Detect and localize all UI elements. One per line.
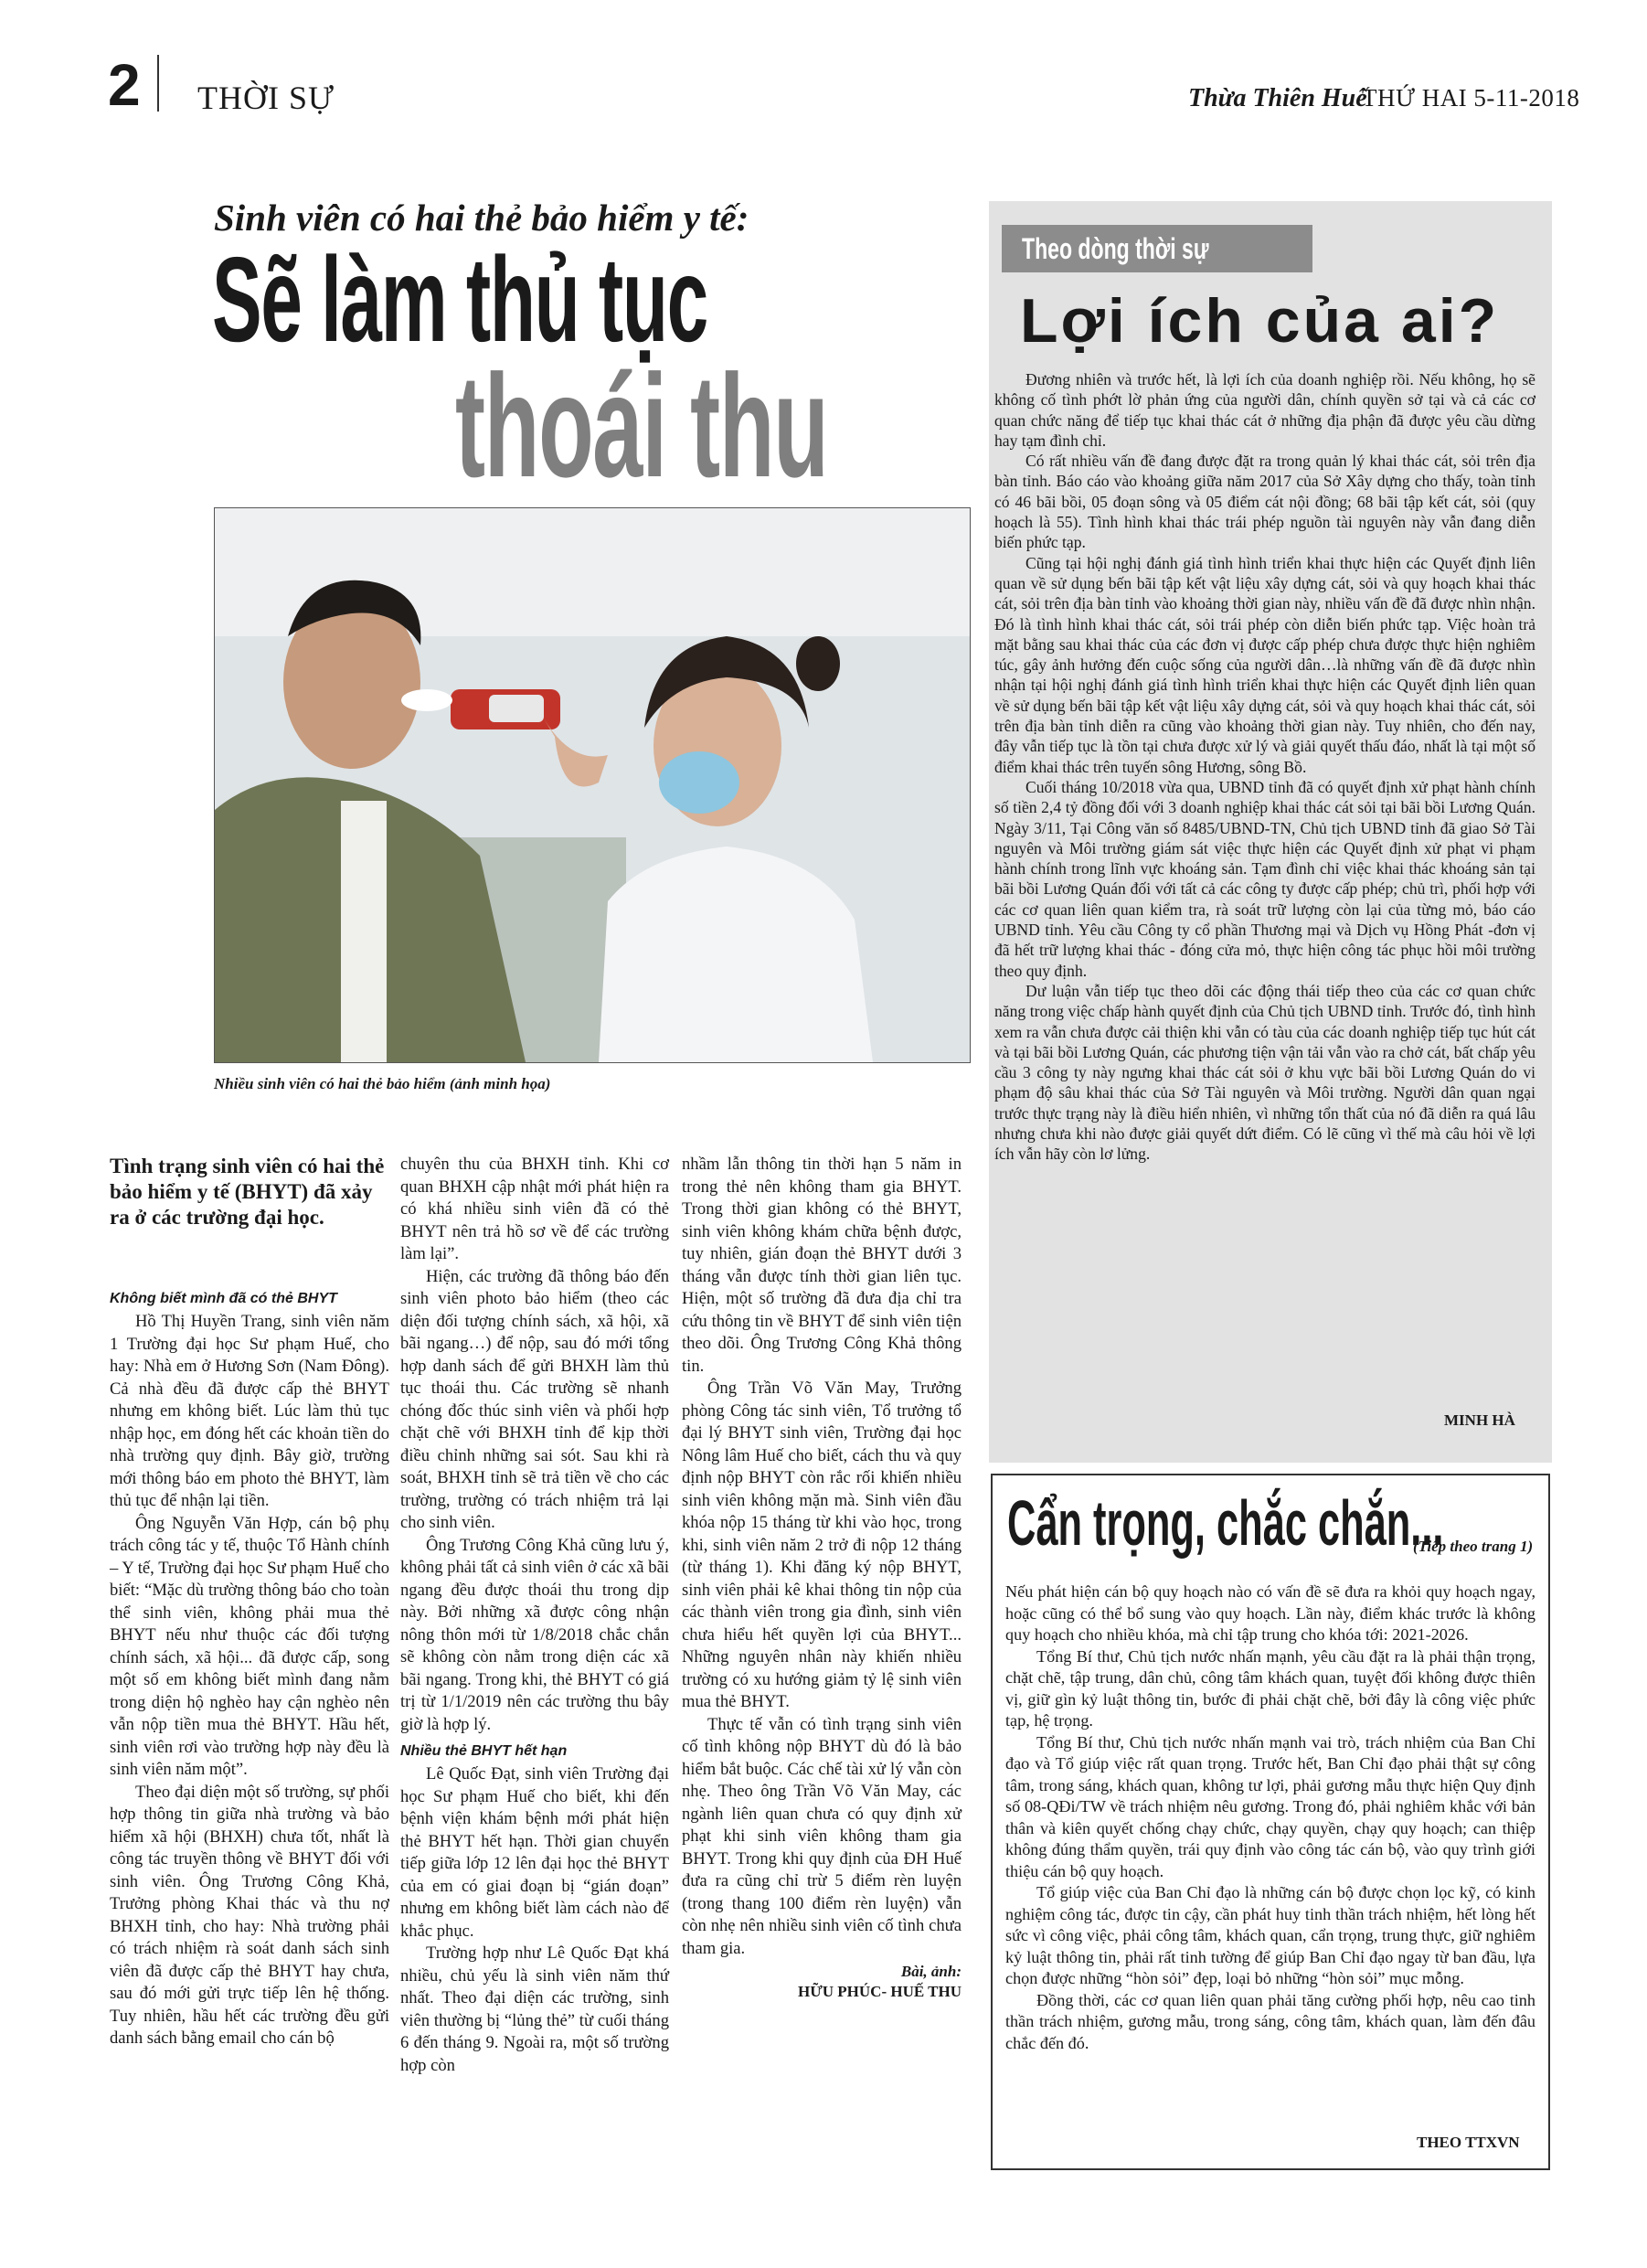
page-number: 2 <box>108 52 141 118</box>
byline-role: Bài, ảnh: <box>900 1963 962 1980</box>
header-divider <box>157 55 159 112</box>
photo-caption: Nhiều sinh viên có hai thẻ bảo hiểm (ảnh minh họa) <box>214 1075 551 1092</box>
article-column-2 <box>400 1154 669 2077</box>
paragraph: chuyên thu của BHXH tỉnh. Khi cơ quan BHXH cập nhật mới phát hiện ra có khá nhiều sinh viên đã có thẻ BHYT nên trả hồ sơ về để các trường làm lại”. <box>400 1155 669 1263</box>
paragraph: Tổng Bí thư, Chủ tịch nước nhấn mạnh, yêu cầu đặt ra là phải thận trọng, chặt chẽ, tập trung, dân chủ, công tâm khách quan, tuyệt đối không được thiên vị, giữ gìn kỷ luật thông tin, bước đi phải chặt chẽ, bởi đây là công việc phức tạp, hệ trọng. <box>1005 1646 1535 1730</box>
sidebar-body <box>994 369 1535 1165</box>
paragraph: Cũng tại hội nghị đánh giá tình hình triển khai thực hiện các Quyết định liên quan về sử dụng bến bãi tập kết vật liệu xây dựng cát, sỏi và quy hoạch khai thác cát, sỏi trên địa bàn tỉnh vào khoảng thời gian này, nhiều vấn đề đã được nhìn nhận. Đó là tình hình khai thác cát, sỏi trái phép còn diễn biến phức tạp. Việc hoàn trả mặt bằng sau khai thác của các đơn vị được cấp phép chưa được thực hiện nghiêm túc, gây ảnh hưởng đến cuộc sống của người dân…là những vấn đề đã được nhìn nhận tại hội nghị đánh giá tình hình triển khai thực hiện các Quyết định liên quan về sử dụng bến bãi tập kết vật liệu xây dựng cát, sỏi và quy hoạch khai thác cát, sỏi trên địa bàn tỉnh diễn ra cũng vào khoảng thời gian này. Tuy nhiên, cho đến nay, đây vẫn tiếp tục là tồn tại chưa được xử lý và giải quyết thấu đáo, nhất là tại một số điểm khai thác trên tuyến sông Hương, sông Bồ. <box>994 553 1535 776</box>
headline-line-1: Sẽ làm thủ tục <box>212 232 707 367</box>
paragraph: Đương nhiên và trước hết, là lợi ích của doanh nghiệp rồi. Nếu không, họ sẽ không cố tình phớt lờ phản ứng của người dân, chính quyền sở tại và cả các cơ quan chức năng để tiếp tục khai thác cát ở những địa phận đã được yêu cầu dừng hay tạm đình chỉ. <box>994 370 1535 450</box>
paragraph: Tổng Bí thư, Chủ tịch nước nhấn mạnh vai trò, trách nhiệm của Ban Chỉ đạo và Tổ giúp việc rất quan trọng. Trước hết, Ban Chỉ đạo phải thật sự công tâm, trong sáng, khách quan, không tư lợi, phải gương mẫu thực hiện Quy định số 08-QĐi/TW về trách nhiệm nêu gương. Trong đó, phải nghiêm khắc với bản thân và kiên quyết chống chạy chức, chạy quyền, chạy quy hoạch; can thiệp không đúng thẩm quyền, trái quy định vào công tác cán bộ, vào quy trình giới thiệu cán bộ quy hoạch. <box>1005 1732 1535 1880</box>
paragraph: Ông Trương Công Khả cũng lưu ý, không phải tất cả sinh viên ở các xã bãi ngang đều được thoái thu trong dịp này. Bởi những xã được công nhận nông thôn mới từ 1/8/2018 chắc chắn sẽ không còn nằm trong diện các xã bãi ngang. Trong khi, thẻ BHYT có giá trị từ 1/1/2019 nên các trường thu bây giờ là hợp lý. <box>400 1535 669 1734</box>
paragraph: nhầm lẫn thông tin thời hạn 5 năm in trong thẻ nên không tham gia BHYT. Trong thời gian không có thẻ BHYT, sinh viên không khám chữa bệnh được, tuy nhiên, gián đoạn thẻ BHYT dưới 3 tháng vẫn được tính thời gian liên tục. Hiện, một số trường đã đưa địa chỉ tra cứu thông tin về BHYT để sinh viên tiện theo dõi. Ông Trương Công Khả thông tin. <box>682 1155 962 1376</box>
paragraph: Đồng thời, các cơ quan liên quan phải tăng cường phối hợp, nêu cao tinh thần trách nhiệm, gương mẫu, trong sáng, công tâm, khách quan, làm đến đâu chắc đến đó. <box>1005 1990 1535 2052</box>
article-photo <box>214 507 971 1063</box>
continued-title: Cẩn trọng, chắc chắn... <box>1007 1487 1444 1559</box>
section-title: THỜI SỰ <box>197 80 335 116</box>
sidebar-title: Lợi ích của ai? <box>1020 286 1500 356</box>
newspaper-name: Thừa Thiên Huế <box>1188 84 1367 112</box>
paragraph: Lê Quốc Đạt, sinh viên Trường đại học Sư phạm Huế cho biết, khi đến bệnh viện khám bệnh mới phát hiện thẻ BHYT hết hạn. Thời gian chuyển tiếp giữa lớp 12 lên đại học thẻ BHYT của em có giai đoạn bị “gián đoạn” nhưng em không biết làm cách nào để khắc phục. <box>400 1764 669 1941</box>
headline-line-2: thoái thu <box>455 344 828 507</box>
article-column-1 <box>110 1287 389 2050</box>
continued-author: THEO TTXVN <box>1417 2134 1520 2151</box>
subheading: Nhiều thẻ BHYT hết hạn <box>400 1743 568 1759</box>
article-lead: Tình trạng sinh viên có hai thẻ bảo hiểm y tế (BHYT) đã xảy ra ở các trường đại học. <box>110 1155 385 1229</box>
continued-body <box>1005 1581 1535 2054</box>
article-column-3 <box>682 1154 962 2002</box>
paragraph: Ông Nguyễn Văn Hợp, cán bộ phụ trách công tác y tế, thuộc Tổ Hành chính – Y tế, Trường đại học Sư phạm Huế cho biết: “Mặc dù trường thông báo cho toàn thể sinh viên, không phải mua thẻ BHYT nếu như thuộc các đối tượng chính sách, xã hội... đã được cấp, song một số em không biết mình đang nằm trong diện hộ nghèo hay cận nghèo nên vẫn nộp tiền mua thẻ BHYT. Hầu hết, sinh viên rơi vào trường hợp này đều là sinh viên năm một”. <box>110 1513 389 1779</box>
paragraph: Ông Trần Võ Văn May, Trưởng phòng Công tác sinh viên, Tổ trưởng tổ đại lý BHYT sinh viên, Trường đại học Nông lâm Huế cho biết, cách thu và quy định nộp BHYT còn rắc rối khiến nhiều sinh viên không mặn mà. Sinh viên đầu khóa nộp 15 tháng từ khi vào học, trong khi, sinh viên năm 2 trở đi nộp 12 tháng (từ tháng 1). Khi đăng ký nộp BHYT, sinh viên phải kê khai thông tin nộp của các thành viên trong gia đình, sinh viên chưa hiểu hết quyền lợi của BHYT... Những nguyên nhân này khiến nhiều trường có xu hướng giảm tỷ lệ sinh viên mua thẻ BHYT. <box>682 1379 962 1711</box>
paragraph: Tổ giúp việc của Ban Chỉ đạo là những cán bộ được chọn lọc kỹ, có kinh nghiệm công tác, được tin cậy, cần phát huy tinh thần trách nhiệm, hết lòng hết sức vì công việc, phải công tâm, khách quan, cẩn trọng, trung thực, giữ nghiêm kỷ luật thông tin, phải rất tinh tường để giúp Ban Chỉ đạo ngay từ ban đầu, lựa chọn được những “hòn sỏi” đẹp, loại bỏ những “hòn sỏi” mục mỗng. <box>1005 1883 1535 1987</box>
paragraph: Theo đại diện một số trường, sự phối hợp thông tin giữa nhà trường và bảo hiểm xã hội (BHXH) chưa tốt, nhất là công tác truyền thông về BHYT đối với sinh viên. Ông Trương Công Khả, Trưởng phòng Khai thác và thu nợ BHXH tỉnh, cho hay: Nhà trường phải có trách nhiệm rà soát danh sách sinh viên đã được cấp thẻ BHYT hay chưa, sau đó mới gửi trực tiếp lên hệ thống. Tuy nhiên, hầu hết các trường đều gửi danh sách bằng email cho cán bộ <box>110 1782 389 2048</box>
paragraph: Hồ Thị Huyền Trang, sinh viên năm 1 Trường đại học Sư phạm Huế, cho hay: Nhà em ở Hương Sơn (Nam Đông). Cả nhà đều đã được cấp thẻ BHYT nhưng em không biết. Lúc làm thủ tục nhập học, em đóng hết các khoản tiền do nhà trường quy định. Bây giờ, trường mới thông báo em photo thẻ BHYT, làm thủ tục để nhận lại tiền. <box>110 1312 389 1510</box>
article-kicker: Sinh viên có hai thẻ bảo hiểm y tế: <box>214 197 749 239</box>
paragraph: Dư luận vẫn tiếp tục theo dõi các động thái tiếp theo của các cơ quan chức năng trong việc chấp hành quyết định của Chủ tịch UBND tỉnh. Trước đó, tình hình xem ra vẫn chưa được cải thiện khi vẫn có tàu của các doanh nghiệp tiếp tục hút cát và tại bãi bồi Lương Quán, các phương tiện vận tải vẫn vào ra chở cát, bất chấp yêu cầu 3 công ty này ngưng khai thác cát sỏi ở khu vực bãi bồi Lương Quán do vi phạm độ sâu khai thác của Sở Tài nguyên và Môi trường. Người dân quan ngại trước thực trạng này là điều hiển nhiên, vì những tổn thất của nó đã diễn ra quá lâu nhưng chưa khi nào được giải quyết dứt điểm. Có lẽ cũng vì thế mà câu hỏi về lợi ích vẫn hãy còn lơ lửng. <box>994 981 1535 1164</box>
paragraph: Hiện, các trường đã thông báo đến sinh viên photo bảo hiểm (theo các diện đối tượng chính sách, xã hội, xã bãi ngang…) để nộp, sau đó mới tổng hợp danh sách để gửi BHXH làm thủ tục thoái thu. Các trường sẽ nhanh chóng đốc thúc sinh viên và phối hợp chặt chẽ với BHXH tỉnh để kịp thời điều chỉnh những sai sót. Sau khi rà soát, BHXH tỉnh sẽ trả tiền về cho các trường, trường có trách nhiệm trả lại cho sinh viên. <box>400 1266 669 1532</box>
byline-names: HỮU PHÚC- HUẾ THU <box>798 1983 962 2000</box>
paragraph: Thực tế vẫn có tình trạng sinh viên cố tình không nộp BHYT dù đó là bảo hiểm bắt buộc. Các chế tài xử lý vẫn còn nhẹ. Theo ông Trần Võ Văn May, các ngành liên quan chưa có quy định xử phạt khi sinh viên không tham gia BHYT. Trong khi quy định của ĐH Huế đưa ra cũng chỉ trừ 5 điểm rèn luyện (trong thang 100 điểm rèn luyện) vẫn còn nhẹ nên nhiều sinh viên cố tình chưa tham gia. <box>682 1714 962 1958</box>
paragraph: Trường hợp như Lê Quốc Đạt khá nhiều, chủ yếu là sinh viên năm thứ nhất. Theo đại diện các trường, sinh viên thường bị “lủng thẻ” từ cuối tháng 6 đến tháng 9. Ngoài ra, một số trường hợp còn <box>400 1943 669 2075</box>
continued-note: (Tiếp theo trang 1) <box>1413 1538 1534 1555</box>
subheading: Không biết mình đã có thẻ BHYT <box>110 1291 337 1306</box>
sidebar-author: MINH HÀ <box>1444 1411 1515 1429</box>
paragraph: Có rất nhiều vấn đề đang được đặt ra trong quản lý khai thác cát, sỏi trên địa bàn tỉnh. Báo cáo vào khoảng giữa năm 2017 của Sở Xây dựng cho thấy, toàn tỉnh có 46 bãi bồi, 05 đoạn sông và 05 điểm cát nội đồng; 68 bãi tập kết cát, sỏi (quy hoạch là 55). Tình hình khai thác trái phép nguồn tài nguyên này vẫn đang diễn biến phức tạp. <box>994 452 1535 552</box>
issue-date: THỨ HAI 5-11-2018 <box>1362 84 1580 112</box>
paragraph: Nếu phát hiện cán bộ quy hoạch nào có vấn đề sẽ đưa ra khỏi quy hoạch ngay, hoặc cũng có thể bổ sung vào quy hoạch. Lần này, điểm khác trước là không quy hoạch cho nhiều khóa, mà chỉ tập trung cho khóa tới: 2021-2026. <box>1005 1582 1535 1644</box>
sidebar-tag: Theo dòng thời sự <box>1022 232 1209 265</box>
paragraph: Cuối tháng 10/2018 vừa qua, UBND tỉnh đã có quyết định xử phạt hành chính số tiền 2,4 tỷ đồng đối với 3 doanh nghiệp khai thác cát sỏi tại bãi bồi Lương Quán. Ngày 3/11, Tại Công văn số 8485/UBND-TN, Chủ tịch UBND tỉnh đã giao Sở Tài nguyên và Môi trường giám sát việc thực hiện các Quyết định xử phạt vi phạm hành chính trong lĩnh vực khoáng sản. Tạm đình chỉ việc khai thác khoáng sản tại bãi bồi Lương Quán đối với tất cả các công ty được cấp phép; chủ trì, phối hợp với các cơ quan liên quan kiểm tra, rà soát trữ lượng còn lại của từng mỏ, báo cáo UBND tỉnh. Yêu cầu Công ty cổ phần Thương mại và Dịch vụ Hồng Phát -đơn vị đã hết trữ lượng khai thác - đóng cửa mỏ, thực hiện công tác phục hồi môi trường theo quy định. <box>994 777 1535 980</box>
photo-illustration <box>215 508 970 1062</box>
